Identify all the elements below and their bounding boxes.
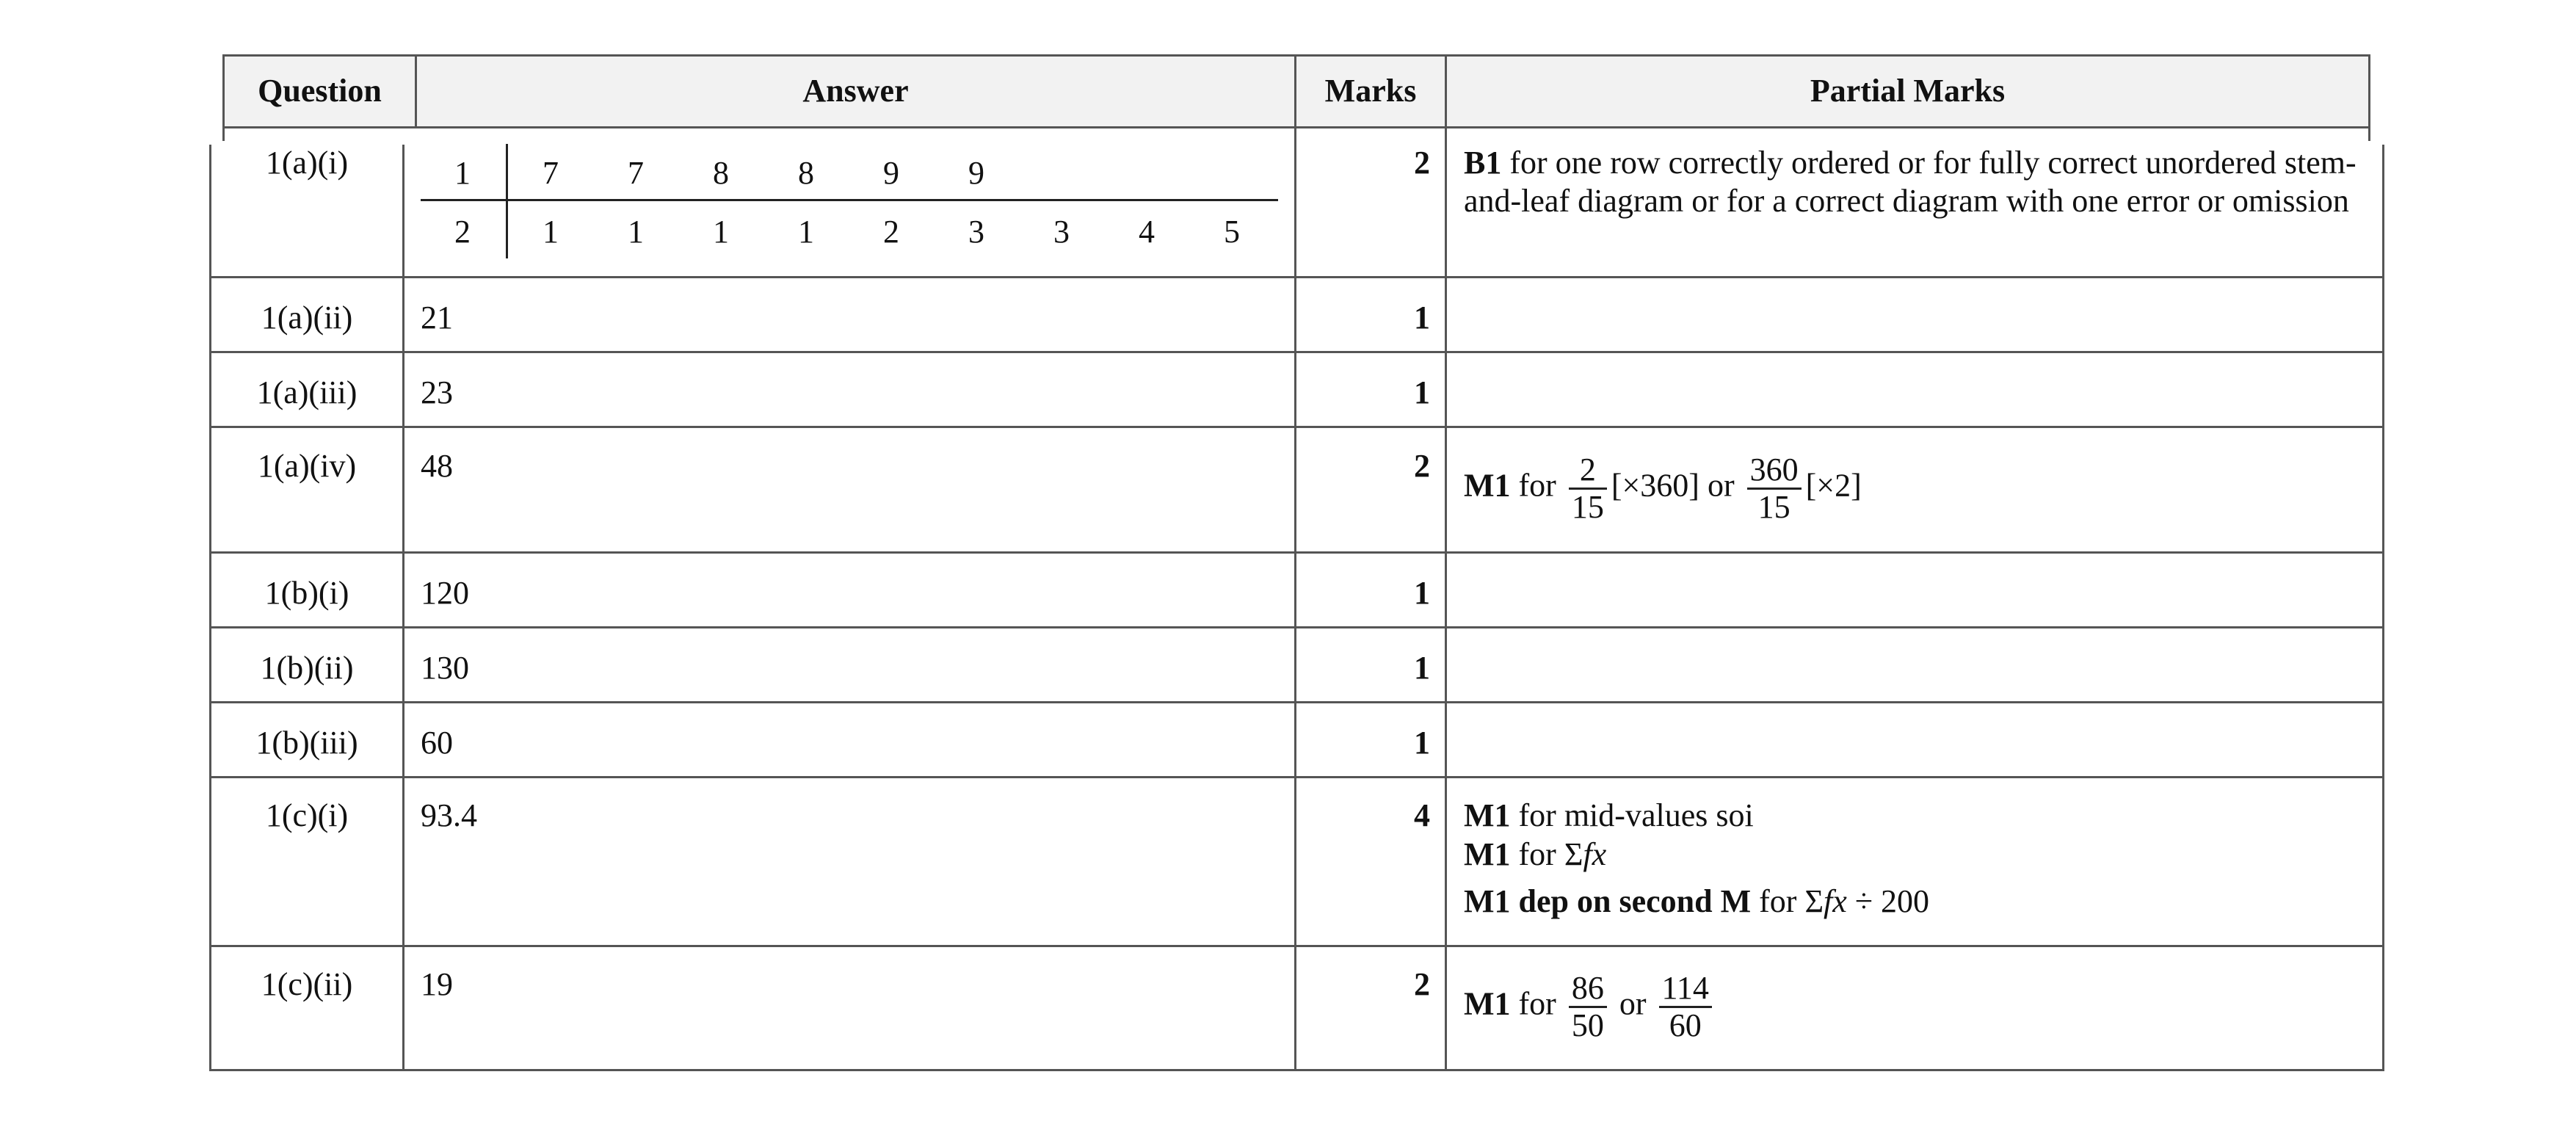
mark-code: M1 bbox=[1464, 985, 1511, 1022]
leaf-value: 9 bbox=[883, 155, 899, 191]
question-label: 1(c)(i) bbox=[265, 797, 349, 833]
sigma-symbol: Σ bbox=[1804, 883, 1824, 919]
fraction-denominator: 60 bbox=[1669, 1007, 1702, 1043]
mark-code: M1 bbox=[1464, 836, 1511, 872]
question-label: 1(b)(i) bbox=[264, 575, 349, 611]
row-border bbox=[209, 276, 2384, 278]
leaf-value: 1 bbox=[798, 214, 814, 250]
marks-value: 1 bbox=[1414, 300, 1430, 336]
leaf-value: 8 bbox=[713, 155, 729, 191]
question-label: 1(a)(ii) bbox=[261, 300, 353, 336]
leaf-value: 7 bbox=[628, 155, 644, 191]
fraction bbox=[1747, 452, 1802, 525]
fx-variable: fx bbox=[1583, 836, 1607, 872]
question-label: 1(c)(ii) bbox=[261, 966, 353, 1002]
leaf-value: 4 bbox=[1139, 214, 1155, 250]
for-word: for bbox=[1518, 985, 1556, 1022]
partial-marks-line bbox=[1464, 797, 1754, 835]
fraction bbox=[1569, 452, 1607, 525]
fx-variable: fx bbox=[1824, 883, 1847, 919]
answer-value: 93.4 bbox=[421, 797, 477, 833]
leaf-value: 3 bbox=[1053, 214, 1070, 250]
marks-value: 2 bbox=[1414, 145, 1430, 181]
or-word: or bbox=[1707, 467, 1735, 504]
column-divider bbox=[1445, 54, 1447, 1071]
answer-value: 120 bbox=[421, 575, 469, 611]
stem-row-divider bbox=[421, 199, 1278, 201]
column-divider bbox=[402, 145, 404, 1071]
stem-value: 1 bbox=[454, 155, 471, 191]
leaf-value: 1 bbox=[628, 214, 644, 250]
mark-code: M1 bbox=[1464, 797, 1511, 833]
multiplier-bracket: [×360] bbox=[1611, 467, 1699, 504]
divide-expression: ÷ 200 bbox=[1846, 883, 1929, 919]
answer-value: 48 bbox=[421, 448, 453, 484]
multiplier-bracket: [×2] bbox=[1805, 467, 1862, 504]
answer-value: 21 bbox=[421, 300, 453, 336]
stem-divider bbox=[506, 144, 508, 258]
question-label: 1(a)(i) bbox=[265, 145, 349, 181]
table-bottom-border bbox=[209, 1069, 2384, 1071]
leaf-value: 1 bbox=[713, 214, 729, 250]
fraction-denominator: 15 bbox=[1571, 489, 1604, 525]
row-border bbox=[209, 945, 2384, 947]
row-border bbox=[209, 626, 2384, 628]
marks-value: 1 bbox=[1414, 374, 1430, 410]
fraction-denominator: 15 bbox=[1757, 489, 1790, 525]
question-label: 1(b)(ii) bbox=[260, 650, 354, 686]
answer-value: 60 bbox=[421, 725, 453, 761]
answer-value: 130 bbox=[421, 650, 469, 686]
mark-code: M1 bbox=[1464, 467, 1511, 504]
partial-marks-line bbox=[1464, 836, 1606, 874]
leaf-value: 3 bbox=[968, 214, 984, 250]
row-border bbox=[209, 776, 2384, 778]
fraction-numerator: 86 bbox=[1569, 971, 1607, 1008]
header-right-border bbox=[2368, 54, 2370, 141]
leaf-value: 5 bbox=[1224, 214, 1240, 250]
fraction bbox=[1659, 971, 1712, 1043]
marks-value: 1 bbox=[1414, 650, 1430, 686]
answer-value: 19 bbox=[421, 966, 453, 1002]
leaf-value: 1 bbox=[543, 214, 559, 250]
mark-code: M1 dep on second M bbox=[1464, 883, 1752, 919]
or-word: or bbox=[1619, 985, 1647, 1022]
fraction-numerator: 114 bbox=[1659, 971, 1712, 1008]
leaf-value: 9 bbox=[968, 155, 984, 191]
header-question: Question bbox=[258, 73, 382, 109]
fraction-numerator: 2 bbox=[1569, 452, 1607, 490]
partial-marks-text bbox=[1464, 144, 2367, 220]
leaf-value: 2 bbox=[883, 214, 899, 250]
fraction bbox=[1569, 971, 1607, 1043]
question-label: 1(a)(iii) bbox=[256, 374, 358, 410]
for-word: for bbox=[1518, 467, 1556, 504]
fraction-denominator: 50 bbox=[1571, 1007, 1604, 1043]
row-border bbox=[209, 426, 2384, 428]
header-partial-marks: Partial Marks bbox=[1810, 73, 2006, 109]
marks-value: 1 bbox=[1414, 575, 1430, 611]
partial-marks-description: for bbox=[1510, 836, 1564, 872]
header-bottom-border bbox=[222, 126, 2370, 128]
partial-marks-description: for bbox=[1751, 883, 1805, 919]
table-right-border bbox=[2382, 145, 2384, 1071]
sigma-symbol: Σ bbox=[1564, 836, 1583, 872]
marks-value: 1 bbox=[1414, 725, 1430, 761]
leaf-value: 7 bbox=[543, 155, 559, 191]
partial-marks-description: for mid-values soi bbox=[1510, 797, 1754, 833]
row-border bbox=[209, 701, 2384, 703]
header-top-border bbox=[222, 54, 2370, 57]
marks-value: 4 bbox=[1414, 797, 1430, 833]
column-divider bbox=[1294, 54, 1296, 1071]
mark-code: B1 bbox=[1464, 145, 1502, 181]
marks-value: 2 bbox=[1414, 448, 1430, 484]
leaf-value: 8 bbox=[798, 155, 814, 191]
partial-marks-text bbox=[1464, 971, 1716, 1043]
answer-value: 23 bbox=[421, 374, 453, 410]
header-answer: Answer bbox=[802, 73, 909, 109]
fraction-numerator: 360 bbox=[1747, 452, 1802, 490]
partial-marks-line bbox=[1464, 883, 1929, 921]
row-border bbox=[209, 351, 2384, 353]
question-label: 1(b)(iii) bbox=[255, 725, 358, 761]
stem-value: 2 bbox=[454, 214, 471, 250]
question-label: 1(a)(iv) bbox=[257, 448, 357, 484]
partial-marks-description: for one row correctly ordered or for fully correct unordered stem-and-leaf diagram or for a correct diagram with one error or omission bbox=[1464, 145, 2357, 219]
header-marks: Marks bbox=[1324, 73, 1417, 109]
marks-value: 2 bbox=[1414, 966, 1430, 1002]
row-border bbox=[209, 551, 2384, 554]
partial-marks-text bbox=[1464, 452, 1862, 525]
